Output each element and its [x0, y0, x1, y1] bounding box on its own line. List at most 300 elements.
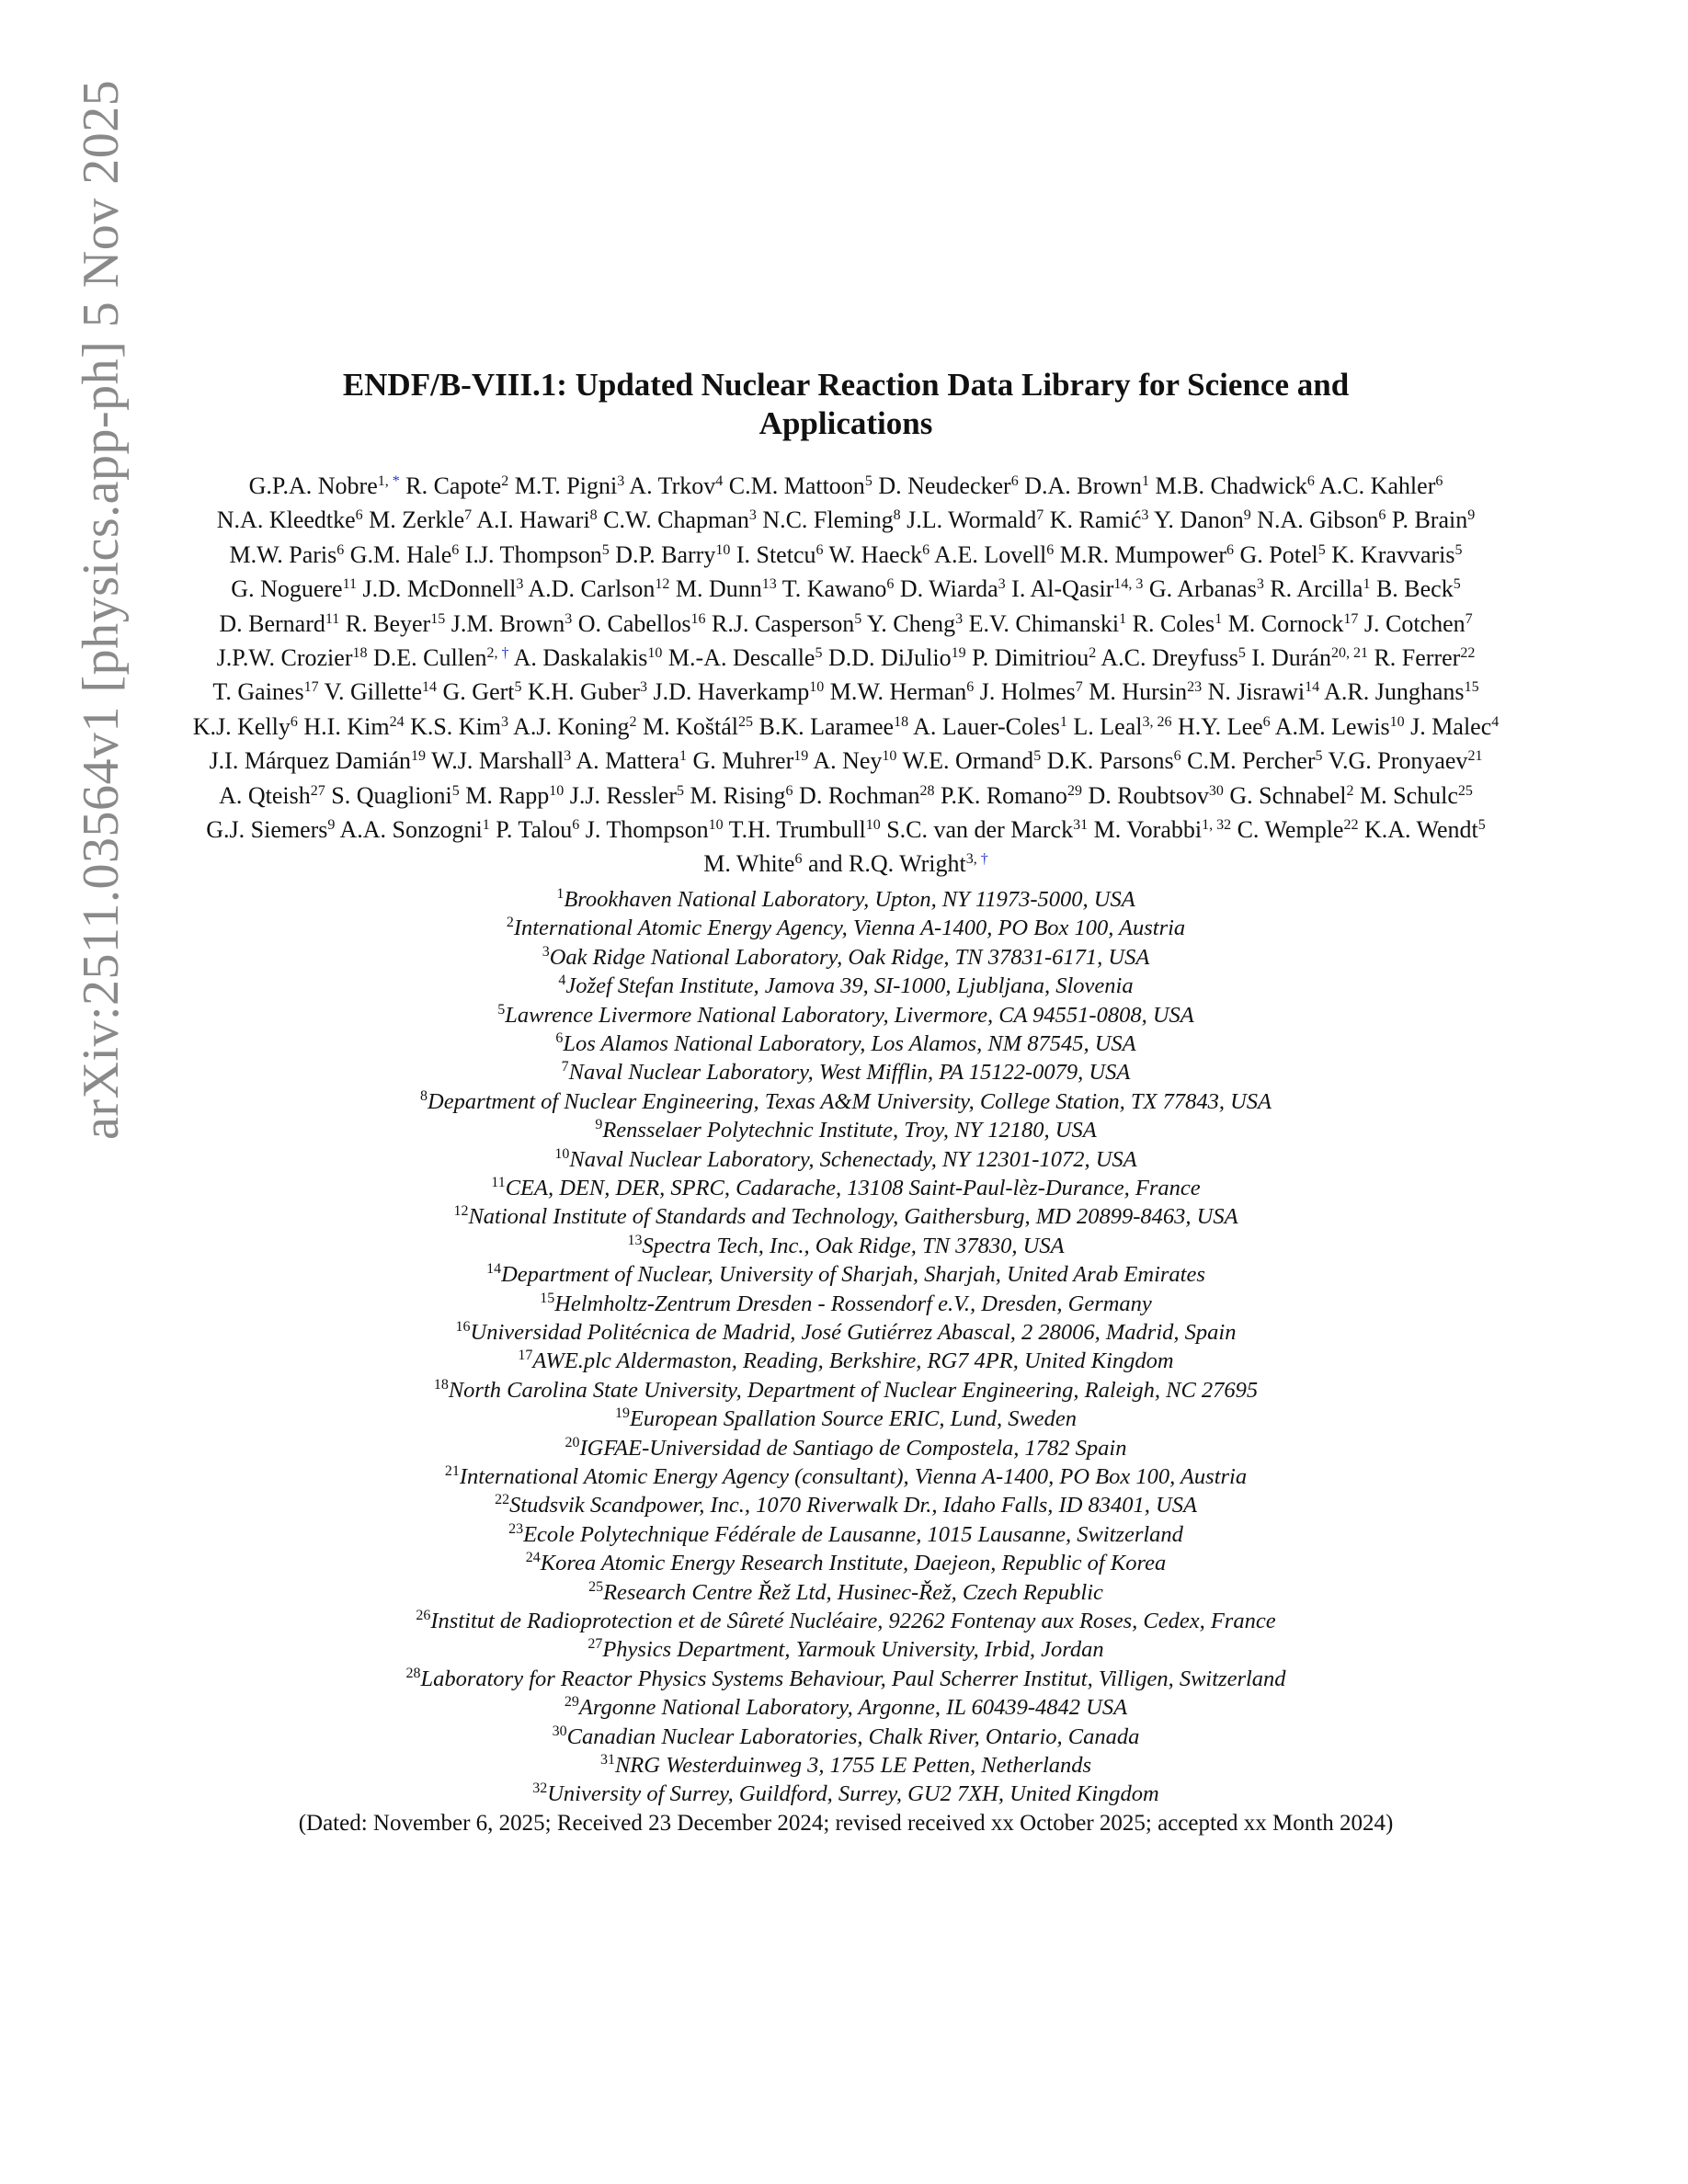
author-name-text: R. Capote [405, 472, 502, 499]
author-name [934, 541, 1054, 568]
affiliation-superscript: 7 [1036, 507, 1044, 524]
affiliation-superscript: 24 [389, 713, 405, 730]
paper-title-line-2: Applications [758, 405, 933, 441]
author-name-text: N. Jisrawi [1207, 678, 1306, 706]
affiliation-superscript: 6 [1378, 507, 1386, 524]
author-name [1024, 472, 1149, 499]
author-name-text: J. Holmes [979, 678, 1076, 706]
affiliation-number: 10 [554, 1145, 570, 1162]
affiliation-superscript: 5 [864, 473, 873, 489]
affiliation-text: AWE.plc Aldermaston, Reading, Berkshire, RG7 4PR, United Kingdom [532, 1348, 1174, 1374]
author-name-text: J.J. Ressler [569, 781, 678, 809]
author-name [799, 782, 934, 809]
author-name [1149, 575, 1264, 602]
author-name-text: A.J. Koning [513, 712, 630, 740]
author-name-text: M. White [703, 850, 795, 878]
dated-line: (Dated: November 6, 2025; Received 23 December 2024; revised received xx October 2025; accepted xx Month 2024) [298, 1810, 1394, 1836]
author-name-text: A.R. Junghans [1324, 678, 1465, 706]
author-name-text: C. Wemple [1237, 816, 1344, 844]
author-name-text: A. Lauer-Coles [913, 712, 1060, 740]
author-name [886, 816, 1088, 843]
author-name-text: M.B. Chadwick [1155, 472, 1307, 499]
affiliation-line [165, 1232, 1526, 1260]
affiliation-superscript: 15 [1464, 679, 1479, 696]
front-matter [165, 366, 1526, 1838]
author-name-text: J. Thompson [585, 816, 709, 844]
author-name-text: R. Coles [1132, 609, 1215, 637]
affiliation-superscript: 5 [1033, 748, 1042, 765]
affiliation-number: 5 [497, 1001, 506, 1018]
affiliation-superscript: 5 [1237, 645, 1246, 662]
author-name [443, 678, 522, 705]
author-name [1133, 610, 1223, 637]
author-name [668, 644, 823, 671]
affiliation-superscript: 28 [919, 782, 935, 799]
affiliation-line [165, 1029, 1526, 1058]
affiliation-number: 9 [595, 1117, 603, 1133]
author-name [1101, 644, 1246, 671]
affiliation-superscript: 27 [310, 782, 325, 799]
affiliation-superscript: 18 [352, 645, 368, 662]
affiliation-text: Department of Nuclear Engineering, Texas A&M University, College Station, TX 77843, USA [428, 1088, 1272, 1114]
author-name [1154, 506, 1251, 533]
author-name-text: D. Neudecker [878, 472, 1011, 499]
author-name [1237, 816, 1359, 843]
author-name [1156, 472, 1315, 499]
affiliation-text: Oak Ridge National Laboratory, Oak Ridge, TN 37831-6171, USA [549, 944, 1150, 970]
author-name [576, 747, 687, 774]
footnote-mark: † [980, 851, 988, 868]
affiliation-superscript: 3 [565, 610, 573, 627]
affiliation-superscript: 8 [589, 507, 598, 524]
affiliation-line [165, 1347, 1526, 1375]
affiliation-number: 21 [444, 1463, 460, 1479]
author-name-text: R. Arcilla [1270, 575, 1363, 603]
author-name-text: P. Talou [496, 816, 573, 844]
author-name [1364, 610, 1473, 637]
affiliation-superscript: 7 [1075, 679, 1083, 696]
affiliation-superscript: 15 [430, 610, 446, 627]
affiliation-superscript: 6 [1262, 713, 1271, 730]
author-name [1050, 506, 1149, 533]
affiliation-line [165, 972, 1526, 1000]
author-name-text: W.E. Ormand [902, 747, 1034, 775]
affiliation-superscript: 10 [715, 541, 731, 558]
affiliation-text: Jožef Stefan Institute, Jamova 39, SI-1000, Ljubljana, Slovenia [565, 973, 1134, 999]
author-name-text: D. Wiarda [899, 575, 998, 603]
affiliation-superscript: 5 [1315, 748, 1323, 765]
author-name [729, 472, 873, 499]
author-name-text: M. Rapp [465, 781, 550, 809]
author-name-text: G.M. Hale [349, 540, 452, 568]
affiliation-text: Korea Atomic Energy Research Institute, Daejeon, Republic of Korea [540, 1551, 1167, 1576]
affiliation-superscript: 6 [785, 782, 793, 799]
author-name-text: I. Al-Qasir [1011, 575, 1114, 603]
affiliation-superscript: 3 [748, 507, 757, 524]
affiliation-text: North Carolina State University, Department of Nuclear Engineering, Raleigh, NC 27695 [448, 1377, 1259, 1403]
author-name [643, 713, 753, 740]
affiliation-line [165, 914, 1526, 942]
author-name [451, 610, 573, 637]
author-name-text: A.C. Dreyfuss [1101, 644, 1238, 672]
author-name [1319, 472, 1443, 499]
author-name-text: R. Beyer [345, 609, 431, 637]
author-name [1324, 678, 1478, 705]
author-name [902, 747, 1041, 774]
author-name-text: K. Kravvaris [1331, 540, 1455, 568]
affiliation-superscript: 25 [1457, 782, 1473, 799]
author-name-text: C.M. Mattoon [728, 472, 865, 499]
author-name-text: A. Mattera [576, 747, 679, 775]
affiliation-text: Lawrence Livermore National Laboratory, Livermore, CA 94551-0808, USA [505, 1002, 1194, 1028]
author-name-text: M.W. Paris [229, 540, 337, 568]
author-name-text: B.K. Laramee [758, 712, 895, 740]
author-name-text: G. Gert [442, 678, 515, 706]
affiliation-superscript: 3 [617, 473, 625, 489]
author-name [570, 782, 684, 809]
affiliation-number: 2 [506, 915, 514, 931]
affiliation-line [165, 1001, 1526, 1029]
author-name [782, 575, 895, 602]
author-name [1257, 506, 1386, 533]
author-name-text: D.E. Cullen [372, 644, 487, 672]
author-name-text: I.J. Thompson [464, 540, 602, 568]
affiliation-superscript: 3 [564, 748, 572, 765]
author-name [1275, 713, 1405, 740]
author-name-text: A.D. Carlson [528, 575, 656, 603]
author-name-text: A.C. Kahler [1319, 472, 1436, 499]
affiliation-superscript: 1 [1363, 576, 1371, 593]
affiliation-line [165, 1376, 1526, 1405]
author-name-text: C.W. Chapman [603, 506, 749, 534]
author-name-text: M. Cornock [1227, 609, 1344, 637]
author-name-text: E.V. Chimanski [968, 609, 1120, 637]
affiliation-superscript: 3 [998, 576, 1006, 593]
affiliation-superscript: 3 [1141, 507, 1149, 524]
author-name-text: A. Trkov [629, 472, 716, 499]
affiliation-superscript: 14 [422, 679, 438, 696]
author-name-text: J.L. Wormald [907, 506, 1037, 534]
affiliation-text: IGFAE-Universidad de Santiago de Compostela, 1782 Spain [579, 1435, 1127, 1461]
affiliation-text: Los Alamos National Laboratory, Los Alamos, NM 87545, USA [563, 1030, 1136, 1056]
author-name-text: D.A. Brown [1024, 472, 1143, 499]
author-name [405, 472, 508, 499]
affiliation-number: 13 [627, 1232, 643, 1248]
affiliation-text: Department of Nuclear, University of Sharjah, Sharjah, United Arab Emirates [501, 1262, 1205, 1288]
affiliation-superscript: 19 [411, 748, 427, 765]
author-name-text: M. Schulc [1360, 781, 1458, 809]
affiliation-superscript: 22 [1343, 817, 1359, 834]
author-name-text: M. Koštál [643, 712, 739, 740]
affiliation-text: Institut de Radioprotection et de Sûreté Nucléaire, 92262 Fontenay aux Roses, Cedex, France [430, 1609, 1276, 1634]
affiliation-superscript-group: 2, † [486, 645, 509, 662]
author-name [1088, 782, 1223, 809]
author-name [1239, 541, 1325, 568]
author-name-text: M.T. Pigni [514, 472, 618, 499]
affiliation-superscript: 6 [290, 713, 298, 730]
author-name [729, 816, 881, 843]
author-name-text: D.P. Barry [615, 540, 716, 568]
author-name-text: G. Noguere [231, 575, 343, 603]
paper-title [165, 366, 1526, 443]
affiliation-superscript: 5 [1453, 576, 1461, 593]
arxiv-identifier: arXiv:2511.03564v1 [physics.app-ph] 5 Nov 2025 [73, 79, 130, 1140]
affiliation-superscript: 2 [486, 645, 495, 662]
affiliation-superscript: 1 [679, 748, 687, 765]
author-name [878, 472, 1018, 499]
author-name [1011, 575, 1143, 602]
affiliation-number: 16 [455, 1318, 471, 1335]
affiliation-text: Argonne National Laboratory, Argonne, IL 60439-4842 USA [578, 1695, 1128, 1721]
author-name-text: K.A. Wendt [1363, 816, 1478, 844]
author-name [303, 713, 404, 740]
author-name-text: S. Quaglioni [331, 781, 452, 809]
author-name-text: J.P.W. Crozier [216, 644, 353, 672]
affiliation-line [165, 1434, 1526, 1462]
affiliation-superscript: 3 [516, 576, 524, 593]
author-name [1364, 816, 1486, 843]
author-name [586, 816, 724, 843]
author-name [759, 713, 909, 740]
author-name [629, 472, 723, 499]
footnote-mark: * [392, 473, 400, 489]
author-name [212, 678, 318, 705]
affiliation-superscript: 1 [1119, 610, 1127, 627]
author-name [830, 678, 975, 705]
author-name-text: M. Zerkle [369, 506, 465, 534]
affiliation-number: 18 [433, 1376, 449, 1393]
affiliation-superscript: 6 [1010, 473, 1019, 489]
author-name-text: B. Beck [1375, 575, 1454, 603]
author-name [849, 850, 988, 877]
author-name-text: I. Durán [1251, 644, 1331, 672]
author-name-text: V.G. Pronyaev [1328, 747, 1468, 775]
affiliation-text: University of Surrey, Guildford, Surrey, GU2 7XH, United Kingdom [547, 1781, 1159, 1807]
affiliation-superscript: 13 [761, 576, 777, 593]
author-name [1270, 575, 1370, 602]
author-name [703, 850, 802, 877]
affiliation-superscript: 3, 26 [1142, 713, 1172, 730]
author-name [217, 506, 363, 533]
affiliation-line [165, 1635, 1526, 1664]
author-name-text: R.J. Casperson [711, 609, 855, 637]
affiliation-number: 27 [587, 1636, 603, 1653]
author-name [465, 782, 564, 809]
affiliation-superscript: 6 [1435, 473, 1443, 489]
affiliation-superscript: 6 [1173, 748, 1181, 765]
affiliation-superscript: 3 [1256, 576, 1264, 593]
affiliation-superscript: 4 [715, 473, 724, 489]
author-name [210, 747, 426, 774]
affiliation-text: Physics Department, Yarmouk University, Irbid, Jordan [602, 1637, 1104, 1663]
affiliation-superscript: 10 [647, 645, 663, 662]
author-name-text: G. Potel [1239, 540, 1318, 568]
affiliation-superscript: 31 [1073, 817, 1089, 834]
author-name [514, 644, 663, 671]
affiliation-superscript: 5 [854, 610, 862, 627]
author-name [1376, 575, 1461, 602]
author-name [1047, 747, 1181, 774]
affiliation-number: 1 [556, 885, 565, 902]
author-name [736, 541, 824, 568]
affiliation-number: 23 [508, 1520, 524, 1537]
author-name-text: D. Roubtsov [1088, 781, 1209, 809]
author-name [829, 541, 930, 568]
affiliation-number: 12 [453, 1203, 469, 1220]
affiliation-superscript-group: 3, † [965, 851, 988, 868]
author-name-text: A.M. Lewis [1274, 712, 1390, 740]
author-name [229, 541, 344, 568]
author-name [692, 747, 808, 774]
affiliation-superscript: 5 [1477, 817, 1486, 834]
affiliation-line [165, 1462, 1526, 1491]
affiliation-superscript: 9 [1243, 507, 1251, 524]
affiliation-superscript: 12 [655, 576, 670, 593]
affiliation-superscript: 6 [572, 817, 580, 834]
affiliation-superscript: 5 [1454, 541, 1463, 558]
affiliation-text: Laboratory for Reactor Physics Systems Behaviour, Paul Scherrer Institut, Villigen, Switzerland [420, 1666, 1286, 1691]
author-list [165, 469, 1526, 882]
affiliation-superscript: 29 [1066, 782, 1082, 799]
affiliation-number: 8 [420, 1087, 428, 1104]
author-name-text: M. Vorabbi [1093, 816, 1203, 844]
author-name [1360, 782, 1473, 809]
affiliation-superscript: 17 [1343, 610, 1359, 627]
author-name [496, 816, 579, 843]
affiliation-superscript: 2 [501, 473, 509, 489]
affiliation-superscript: 21 [1467, 748, 1483, 765]
author-name-text: Y. Danon [1153, 506, 1244, 534]
author-name [828, 644, 966, 671]
affiliation-text: Ecole Polytechnique Fédérale de Lausanne, 1015 Lausanne, Switzerland [523, 1521, 1183, 1547]
affiliation-superscript: 7 [464, 507, 473, 524]
author-name-text: L. Leal [1073, 712, 1143, 740]
affiliation-number: 26 [416, 1608, 431, 1624]
author-name [1089, 678, 1202, 705]
author-name [373, 644, 509, 671]
author-name-text: A. Daskalakis [513, 644, 648, 672]
affiliation-number: 31 [599, 1752, 615, 1769]
affiliation-number: 4 [558, 973, 566, 989]
affiliation-superscript: 5 [514, 679, 522, 696]
affiliation-superscript: 6 [966, 679, 975, 696]
author-name-text: A. Ney [813, 747, 883, 775]
author-name [712, 610, 861, 637]
author-name [476, 506, 597, 533]
affiliation-text: Helmholtz-Zentrum Dresden - Rossendorf e.V., Dresden, Germany [554, 1291, 1152, 1316]
affiliation-superscript: 8 [893, 507, 901, 524]
author-name [1229, 782, 1353, 809]
author-name [206, 816, 335, 843]
affiliation-number: 28 [405, 1665, 421, 1681]
author-name [972, 644, 1096, 671]
affiliation-superscript: 10 [1389, 713, 1405, 730]
author-name-text: Y. Cheng [866, 609, 956, 637]
affiliation-superscript: 1, 32 [1202, 817, 1232, 834]
author-name-text: J. Cotchen [1363, 609, 1466, 637]
author-name-text: J.M. Brown [451, 609, 565, 637]
author-name [1208, 678, 1319, 705]
author-name-text: A. Qteish [219, 781, 311, 809]
affiliation-superscript: 6 [355, 507, 363, 524]
affiliation-superscript: 5 [1317, 541, 1326, 558]
affiliation-superscript: 4 [1491, 713, 1500, 730]
author-name [980, 678, 1083, 705]
author-name [1187, 747, 1322, 774]
affiliation-superscript: 11 [325, 610, 340, 627]
author-name-text: T.H. Trumbull [728, 816, 866, 844]
author-name-text: D. Bernard [219, 609, 325, 637]
affiliation-superscript: 25 [738, 713, 754, 730]
affiliation-line [165, 1116, 1526, 1144]
affiliation-superscript: 6 [794, 851, 803, 868]
affiliation-line [165, 1751, 1526, 1780]
author-name-text: W. Haeck [828, 540, 923, 568]
author-name [1073, 713, 1171, 740]
affiliation-text: International Atomic Energy Agency, Vienna A-1400, PO Box 100, Austria [513, 916, 1186, 941]
affiliation-line [165, 1087, 1526, 1116]
affiliation-superscript: 2 [1346, 782, 1354, 799]
affiliation-line [165, 1549, 1526, 1577]
author-name [231, 575, 357, 602]
author-name [654, 678, 825, 705]
author-name-text: G.J. Siemers [206, 816, 328, 844]
author-name-text: I. Stetcu [736, 540, 816, 568]
author-name-text: H.Y. Lee [1177, 712, 1263, 740]
affiliation-superscript-group: 1, * [377, 473, 400, 489]
author-name-text: C.M. Percher [1187, 747, 1316, 775]
paper-title-line-1: ENDF/B-VIII.1: Updated Nuclear Reaction Data Library for Science and [342, 367, 1350, 403]
author-name [325, 678, 437, 705]
affiliation-superscript: 1 [1142, 473, 1150, 489]
author-name-text: K.J. Kelly [192, 712, 291, 740]
affiliation-superscript: 5 [601, 541, 610, 558]
author-name [1392, 506, 1475, 533]
affiliation-text: Rensselaer Polytechnic Institute, Troy, NY 12180, USA [602, 1118, 1097, 1143]
affiliation-line [165, 1405, 1526, 1433]
author-name-text: K.H. Guber [528, 678, 641, 706]
affiliation-superscript: 10 [865, 817, 881, 834]
affiliation-superscript: 18 [894, 713, 909, 730]
affiliation-line [165, 1202, 1526, 1231]
affiliation-text: Canadian Nuclear Laboratories, Chalk River, Ontario, Canada [566, 1723, 1140, 1749]
affiliation-superscript: 6 [1226, 541, 1234, 558]
affiliation-text: National Institute of Standards and Technology, Gaithersburg, MD 20899-8463, USA [468, 1204, 1238, 1230]
author-name-text: R.Q. Wright [848, 850, 966, 878]
author-name [1374, 644, 1475, 671]
affiliation-line [165, 885, 1526, 914]
author-name-text: J. Malec [1410, 712, 1492, 740]
author-name [1178, 713, 1271, 740]
author-name [1329, 747, 1483, 774]
affiliation-number: 22 [495, 1492, 510, 1508]
author-name [513, 713, 636, 740]
author-name-text: D.K. Parsons [1046, 747, 1174, 775]
affiliation-line [165, 1174, 1526, 1202]
author-name [350, 541, 459, 568]
affiliation-text: Naval Nuclear Laboratory, Schenectady, NY 12301-1072, USA [569, 1146, 1137, 1172]
affiliation-superscript: 23 [1187, 679, 1203, 696]
author-name [913, 713, 1067, 740]
affiliation-superscript: 1 [1059, 713, 1067, 730]
affiliation-superscript: 3 [640, 679, 648, 696]
affiliation-superscript: 1 [377, 473, 385, 489]
author-name-text: J.I. Márquez Damián [209, 747, 412, 775]
affiliation-superscript: 6 [922, 541, 930, 558]
author-name-text: K.S. Kim [410, 712, 502, 740]
affiliation-line [165, 1665, 1526, 1693]
author-name [528, 678, 647, 705]
